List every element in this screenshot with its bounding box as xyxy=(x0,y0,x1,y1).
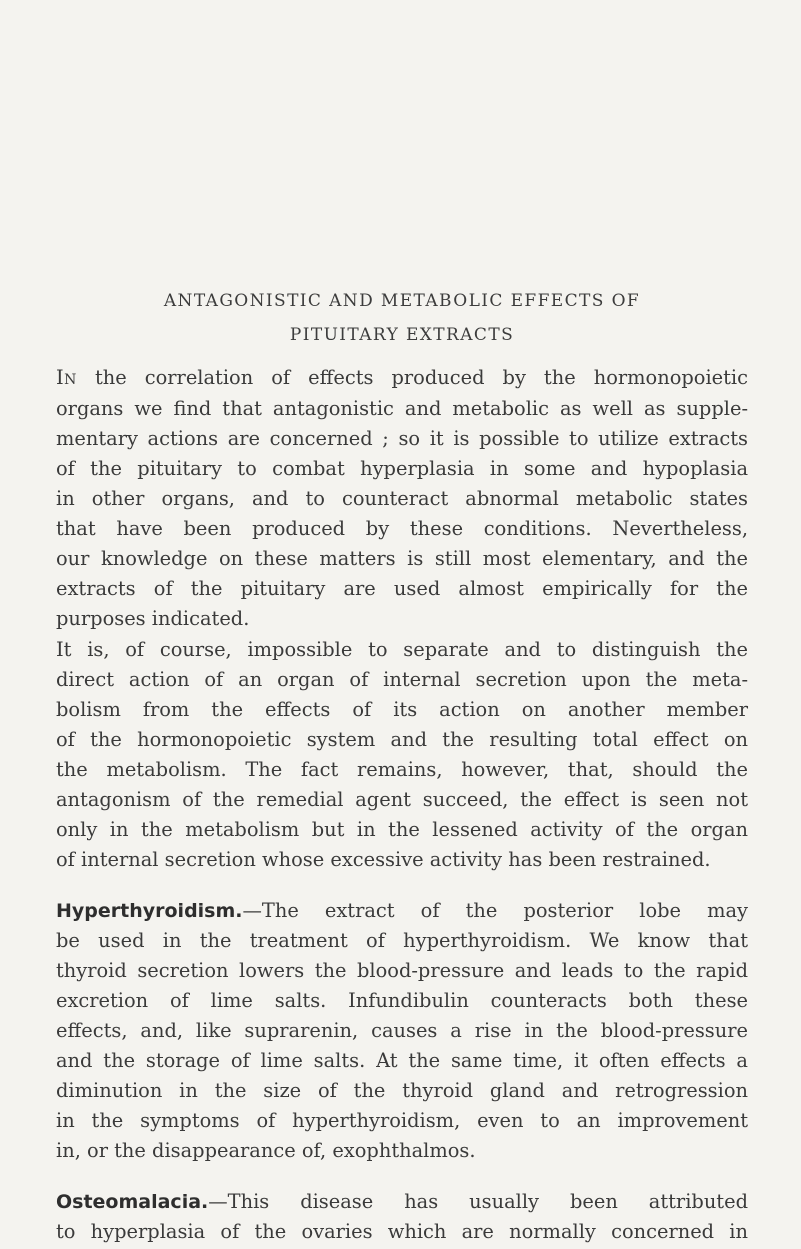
text-line: mentary actions are concerned ; so it is possible to utilize extracts xyxy=(56,427,748,450)
text-line: extracts of the pituitary are used almost empirically for the xyxy=(56,577,748,600)
chapter-title-line-1: ANTAGONISTIC AND METABOLIC EFFECTS OF xyxy=(163,291,641,311)
text-line: in, or the disappearance of, exophthalmos. xyxy=(56,1139,476,1162)
text-line: diminution in the size of the thyroid gland and retrogression xyxy=(56,1079,748,1102)
text-line: It is, of course, impossible to separate and to distinguish the xyxy=(56,638,748,661)
section-heading: Osteomalacia. xyxy=(56,1191,209,1213)
text-line: bolism from the effects of its action on another member xyxy=(56,698,748,721)
text-line: In the correlation of effects produced by the hormonopoietic xyxy=(56,366,748,389)
text-line: direct action of an organ of internal secretion upon the meta- xyxy=(56,668,748,691)
text-line: thyroid secretion lowers the blood-pressure and leads to the rapid xyxy=(56,959,748,982)
text-line: the metabolism. The fact remains, however, that, should the xyxy=(56,758,748,781)
text-line: purposes indicated. xyxy=(56,607,250,630)
section-heading: Hyperthyroidism. xyxy=(56,900,243,922)
text-line: be used in the treatment of hyperthyroidism. We know that xyxy=(56,929,748,952)
text-line: and the storage of lime salts. At the same time, it often effects a xyxy=(56,1049,748,1072)
text-line: in the symptoms of hyperthyroidism, even to an improvement xyxy=(56,1109,748,1132)
text-line: Hyperthyroidism.—The extract of the posterior lobe may xyxy=(56,899,748,922)
text-line: only in the metabolism but in the lessened activity of the organ xyxy=(56,818,748,841)
text-line: in other organs, and to counteract abnormal metabolic states xyxy=(56,487,748,510)
text-line: Osteomalacia.—This disease has usually been attributed xyxy=(56,1190,748,1213)
chapter-title-line-2: PITUITARY EXTRACTS xyxy=(289,325,515,345)
drop-word: In xyxy=(56,366,77,389)
text-line: of the hormonopoietic system and the resulting total effect on xyxy=(56,728,748,751)
text-line: effects, and, like suprarenin, causes a rise in the blood-pressure xyxy=(56,1019,748,1042)
text-line: our knowledge on these matters is still most elementary, and the xyxy=(56,547,748,570)
text-line: antagonism of the remedial agent succeed, the effect is seen not xyxy=(56,788,748,811)
book-page xyxy=(56,0,748,1249)
text-line: to hyperplasia of the ovaries which are normally concerned in xyxy=(56,1220,748,1243)
text-line: of the pituitary to combat hyperplasia in some and hypoplasia xyxy=(56,457,748,480)
text-line: excretion of lime salts. Infundibulin counteracts both these xyxy=(56,989,748,1012)
text-line: of internal secretion whose excessive activity has been restrained. xyxy=(56,848,711,871)
text-line: organs we find that antagonistic and metabolic as well as supple- xyxy=(56,397,748,420)
text-line: that have been produced by these conditions. Nevertheless, xyxy=(56,517,748,540)
